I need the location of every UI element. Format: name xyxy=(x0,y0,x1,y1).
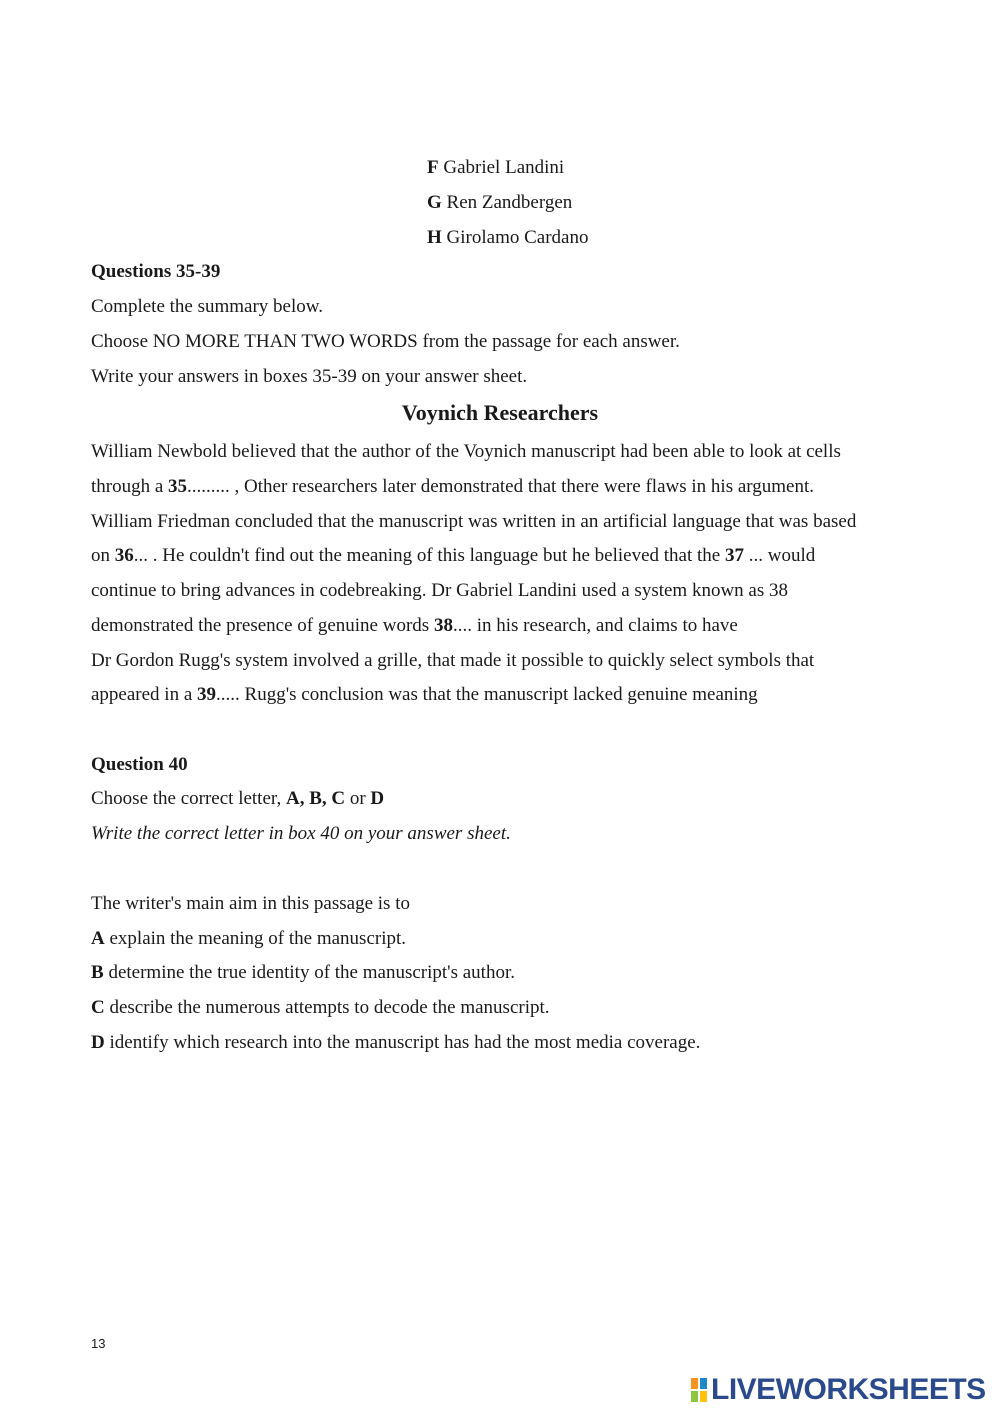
option-h xyxy=(427,226,588,250)
option-g xyxy=(427,191,572,215)
option-text: Ren Zandbergen xyxy=(441,192,573,213)
summary-text: on xyxy=(91,545,115,566)
brand-name: LIVEWORKSHEETS xyxy=(711,1373,986,1406)
liveworksheets-mark-icon xyxy=(690,1377,708,1403)
liveworksheets-logo[interactable] xyxy=(690,1373,990,1407)
summary-line xyxy=(91,614,738,638)
mark-cell xyxy=(690,1377,699,1390)
instruction-letter-d: D xyxy=(370,788,385,809)
instruction-word-limit: Choose NO MORE THAN TWO WORDS from the passage for each answer. xyxy=(91,331,680,352)
summary-text: William Newbold believed that the author of the Voynich manuscript had been able to look at cells xyxy=(91,441,841,462)
mark-cell xyxy=(699,1377,708,1390)
summary-text: ..... Rugg's conclusion was that the manuscript lacked genuine meaning xyxy=(216,684,758,705)
summary-title: Voynich Researchers xyxy=(401,400,599,425)
choice-letter: A xyxy=(91,928,105,949)
instruction-box-40: Write the correct letter in box 40 on your answer sheet. xyxy=(91,823,511,844)
choice-text: describe the numerous attempts to decode the manuscript. xyxy=(104,997,550,1018)
summary-text: William Friedman concluded that the manuscript was written in an artificial language that was based xyxy=(91,511,857,532)
gap-35[interactable]: 35 xyxy=(168,476,188,497)
choice-letter: C xyxy=(91,997,105,1018)
choice-letter: D xyxy=(91,1032,105,1053)
choice-b[interactable] xyxy=(91,961,515,985)
questions-35-39-heading: Questions 35-39 xyxy=(91,261,221,282)
instruction-text: or xyxy=(345,788,371,809)
summary-text: through a xyxy=(91,476,169,497)
instruction-complete: Complete the summary below. xyxy=(91,296,323,317)
summary-text: demonstrated the presence of genuine words xyxy=(91,615,434,636)
summary-text: appeared in a xyxy=(91,684,198,705)
summary-line xyxy=(91,440,841,464)
summary-line xyxy=(91,683,758,707)
gap-38[interactable]: 38 xyxy=(433,615,453,636)
question-40-heading: Question 40 xyxy=(91,754,188,775)
gap-37[interactable]: 37 xyxy=(724,545,744,566)
summary-text: ......... , Other researchers later demonstrated that there were flaws in his argument. xyxy=(187,476,814,497)
instruction-answer-boxes: Write your answers in boxes 35-39 on your answer sheet. xyxy=(91,366,528,387)
option-f xyxy=(427,156,564,180)
option-text: Girolamo Cardano xyxy=(441,227,589,248)
choice-text: identify which research into the manuscript has had the most media coverage. xyxy=(104,1032,701,1053)
choice-text: explain the meaning of the manuscript. xyxy=(104,928,407,949)
summary-line xyxy=(91,510,856,534)
mark-cell xyxy=(690,1390,699,1403)
gap-39[interactable]: 39 xyxy=(197,684,217,705)
summary-line xyxy=(91,475,814,499)
summary-line xyxy=(91,649,814,673)
choice-c[interactable] xyxy=(91,996,550,1020)
summary-text: Dr Gordon Rugg's system involved a grille, that made it possible to quickly select symbols that xyxy=(91,650,815,671)
summary-text: .... in his research, and claims to have xyxy=(452,615,738,636)
choice-d[interactable] xyxy=(91,1031,700,1055)
mark-cell xyxy=(699,1390,708,1403)
choice-text: determine the true identity of the manuscript's author. xyxy=(103,962,515,983)
question-stem: The writer's main aim in this passage is to xyxy=(91,893,410,914)
option-letter: H xyxy=(427,227,442,248)
option-text: Gabriel Landini xyxy=(438,157,565,178)
summary-text: continue to bring advances in codebreaking. Dr Gabriel Landini used a system known as 38 xyxy=(91,580,789,601)
summary-text: ... . He couldn't find out the meaning of this language but he believed that the xyxy=(133,545,725,566)
summary-line xyxy=(91,544,815,568)
instruction-text: Choose the correct letter, xyxy=(91,788,286,809)
gap-36[interactable]: 36 xyxy=(114,545,134,566)
option-letter: G xyxy=(427,192,442,213)
page-number: 13 xyxy=(91,1336,106,1351)
choice-a[interactable] xyxy=(91,927,406,951)
option-letter: F xyxy=(427,157,439,178)
instruction-letters: A, B, C xyxy=(285,788,346,809)
summary-line xyxy=(91,579,788,603)
summary-text: ... would xyxy=(743,545,816,566)
choice-letter: B xyxy=(91,962,104,983)
instruction-choose-letter xyxy=(91,787,384,811)
